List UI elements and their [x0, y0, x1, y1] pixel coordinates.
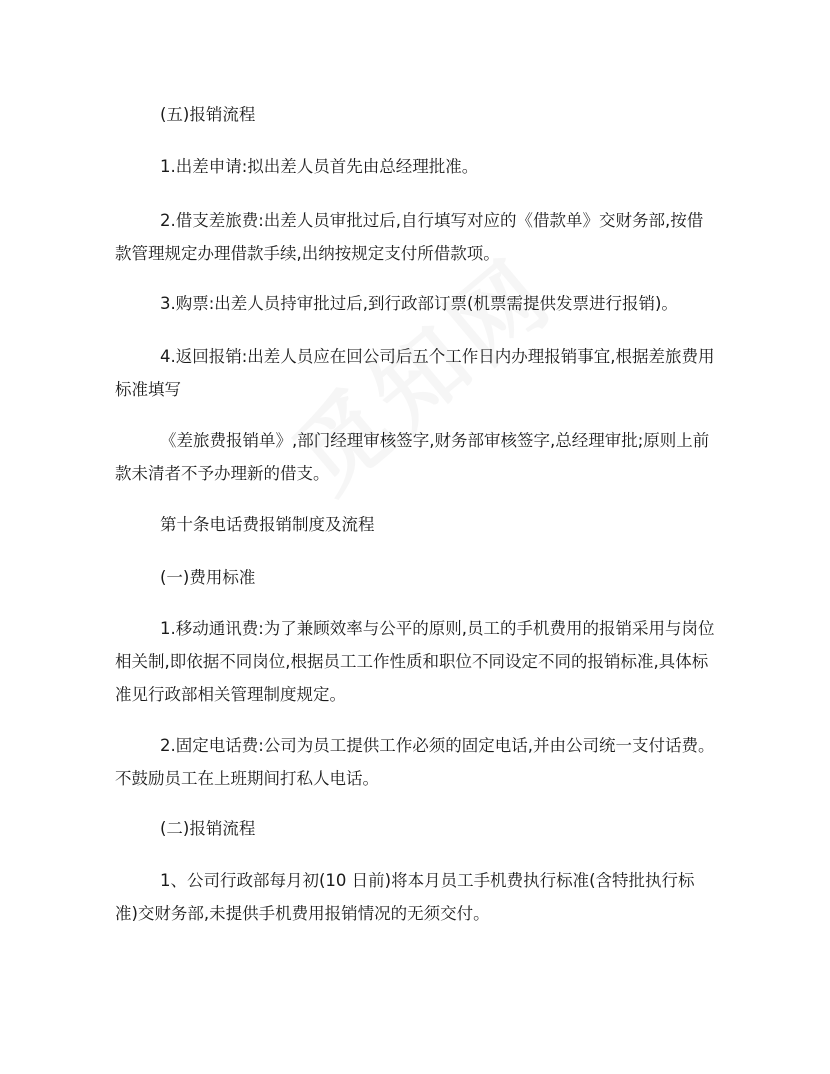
paragraph-monthly-standard: 1、公司行政部每月初(10 日前)将本月员工手机费执行标准(含特批执行标准)交财务部,未提供手机费用报销情况的无须交付。 [115, 871, 695, 923]
section-heading-reimbursement-process-2: (二)报销流程 [160, 819, 256, 838]
article-heading-phone-expense: 第十条电话费报销制度及流程 [160, 515, 375, 534]
paragraph-return-reimbursement: 4.返回报销:出差人员应在回公司后五个工作日内办理报销事宜,根据差旅费用标准填写 [115, 347, 715, 399]
paragraph-fixed-phone: 2.固定电话费:公司为员工提供工作必须的固定电话,并由公司统一支付话费。不鼓励员工在上班期间打私人电话。 [115, 736, 715, 788]
paragraph-ticket-purchase: 3.购票:出差人员持审批过后,到行政部订票(机票需提供发票进行报销)。 [160, 294, 678, 313]
section-heading-expense-standard: (一)费用标准 [160, 568, 256, 587]
paragraph-expense-form: 《差旅费报销单》,部门经理审核签字,财务部审核签字,总经理审批;原则上前款未清者不予办理新的借支。 [115, 431, 710, 483]
paragraph-mobile-communication: 1.移动通讯费:为了兼顾效率与公平的原则,员工的手机费用的报销采用与岗位相关制,即依据不同岗位,根据员工工作性质和职位不同设定不同的报销标准,具体标准见行政部相关管理制度规定。 [115, 619, 715, 704]
section-heading-reimbursement-process: (五)报销流程 [160, 105, 256, 124]
paragraph-business-trip-application: 1.出差申请:拟出差人员首先由总经理批准。 [160, 157, 479, 176]
paragraph-travel-advance: 2.借支差旅费:出差人员审批过后,自行填写对应的《借款单》交财务部,按借款管理规定办理借款手续,出纳按规定支付所借款项。 [115, 211, 704, 263]
